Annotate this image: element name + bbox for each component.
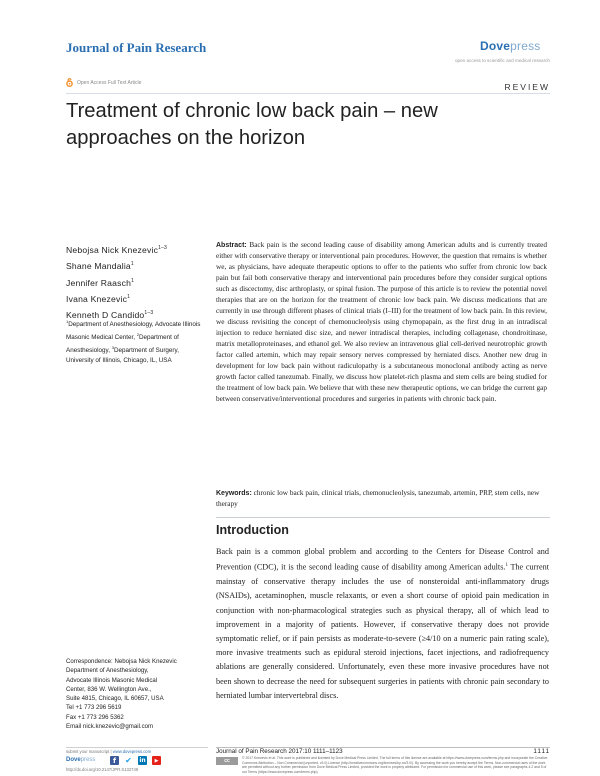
publisher-tagline: open access to scientific and medical research <box>455 58 550 63</box>
affiliations: $^1$Department of Anesthesiology, Advocate Illinois Masonic Medical Center, $^2$Department of Anesthesiology, $^3$Department of Surgery, University of Illinois, Chicago, IL, USA <box>66 319 201 364</box>
publisher-logo-suffix: press <box>510 39 541 53</box>
publisher-logo-small: Dovepress <box>66 757 96 763</box>
journal-citation: Journal of Pain Research 2017:10 1111–1123 <box>216 748 343 755</box>
license-text: © 2017 Knezevic et al. This work is published and licensed by Dove Medical Press Limited. The full terms of this license are available at https://www.dovepress.com/terms.php and incorporate the Creative Commons Attribution – Non Commercial (unported, v3.0) License (http://creativecommons.org/licenses/by-nc/3.0/). By accessing the work you hereby accept the Terms. Non-commercial uses of the work are permitted without any further permission from Dove Medical Press Limited, provided the work is properly attributed. For permission for commercial use of this work, please see paragraphs 4.2 and 5 of our Terms (https://www.dovepress.com/terms.php). <box>242 756 548 775</box>
article-title: Treatment of chronic low back pain – new approaches on the horizon <box>66 100 438 149</box>
doi-link[interactable]: http://dx.doi.org/10.2147/JPR.S132749 <box>66 767 139 772</box>
author-list <box>66 241 167 323</box>
publisher-logo <box>480 39 541 53</box>
abstract-text: Back pain is the second leading cause of disability among American adults and is currently treated either with conservative therapy or interventional pain procedures. However, the question that remains is whether we, as physicians, have adequate therapeutic options to offer to the patients who suffer from chronic low back pain but fail both conservative therapy and interventional pain procedures before they consider surgical options such as discectomy, disc arthroplasty, or spinal fusion. The purpose of this article is to review the potential novel therapies that are on the horizon for the treatment of chronic low back pain. We discuss medications that are currently in use through different phases of clinical trials (I–III) for the treatment of low back pain. In this review, we discuss revisiting the concept of chemonucleolysis using chymopapain, as the first drug in an intradiscal injection to reduce herniated disc size, and newer intradiscal therapies, including collagenase, chondroitinase, matrix metalloproteinases, and ethanol gel. We also review an intravenous glial cell-derived neurotrophic growth factor called artemin, which may repair sensory nerves compressed by herniated discs. Another new drug in development for low back pain without radiculopathy is a subcutaneous monoclonal antibody acting as nerve growth factor called tanezumab. Finally, we discuss how platelet-rich plasma and stem cells are being studied for the treatment of low back pain. We believe that with these new therapeutic options, we can bridge the current gap between conservative/interventional procedures and surgeries in patients with chronic back pain. <box>216 241 548 403</box>
section-heading: Introduction <box>216 523 289 537</box>
reference-marker[interactable]: 1 <box>505 563 508 569</box>
submit-manuscript: submit your manuscript | www.dovepress.com <box>66 749 152 754</box>
header-divider <box>66 93 550 94</box>
author: Nebojsa Nick Knezevic$^{1-3}$ <box>66 244 168 255</box>
social-links <box>110 756 161 765</box>
linkedin-icon[interactable]: in <box>139 757 146 764</box>
introduction-paragraph: Back pain is a common global problem and according to the Centers for Disease Control and Prevention (CDC), it is the second leading cause of disability among American adults.$^1$ The current mainstay of conservative therapy includes the use of nonsteroidal anti-inflammatory drugs (NSAIDs), acetaminophen, muscle relaxants, or even a short course of opioid pain medication in conjunction with non-pharmacological strategies such as physical therapy, all of which lead to improvement in a majority of patients. However, if conservative therapy does not provide symptomatic relief, or if pain persists as moderate-to-severe (≥4/10 on a numeric pain rating scale), more invasive treatments such as epidural steroid injections, facet injections, and radiofrequency ablations are generally considered. Unfortunately, even these more invasive procedures have not been shown to decrease the need for subsequent surgeries in patients with chronic pain secondary to herniated lumbar intervertebral discs. <box>216 547 549 700</box>
article-type: REVIEW <box>504 82 550 92</box>
author: Jennifer Raasch$^1$ <box>66 277 135 288</box>
creative-commons-icon[interactable]: cc <box>216 757 238 765</box>
submit-manuscript-label: submit your manuscript <box>66 749 110 754</box>
open-access-label: Open Access Full Text Article <box>77 79 142 86</box>
keywords <box>216 488 547 510</box>
submit-manuscript-link[interactable]: www.dovepress.com <box>112 749 152 754</box>
keywords-text: chronic low back pain, clinical trials, chemonucleolysis, tanezumab, artemin, PRP, stem cells, new therapy <box>216 489 540 508</box>
open-access-badge <box>66 78 141 87</box>
abstract <box>216 240 547 405</box>
keywords-label: Keywords: <box>216 490 252 497</box>
author: Ivana Knezevic$^1$ <box>66 293 131 304</box>
correspondence-block: Correspondence: Nebojsa Nick Knezevic Department of Anesthesiology, Advocate Illinois Masonic Medical Center, 836 W. Wellington Ave., Suite 4815, Chicago, IL 60657, USA Tel +1 773 296 5619 Fax +1 773 296 5362 Email nick.knezevic@gmail.com <box>66 657 211 731</box>
correspondence-email[interactable]: Email nick.knezevic@gmail.com <box>66 723 154 731</box>
open-access-icon <box>66 78 73 87</box>
author: Shane Mandalia$^1$ <box>66 261 134 272</box>
youtube-icon[interactable]: ▶ <box>152 756 161 765</box>
footer-divider-left <box>66 747 208 748</box>
journal-title: Journal of Pain Research <box>66 40 207 55</box>
abstract-label: Abstract: <box>216 242 247 249</box>
section-divider <box>216 517 550 518</box>
author: Kenneth D Candido$^{1-3}$ <box>66 310 154 321</box>
publisher-logo-main: Dove <box>480 39 511 53</box>
twitter-icon[interactable]: ✔ <box>125 756 132 765</box>
facebook-icon[interactable]: f <box>110 756 119 765</box>
page-number: 1111 <box>533 748 550 755</box>
